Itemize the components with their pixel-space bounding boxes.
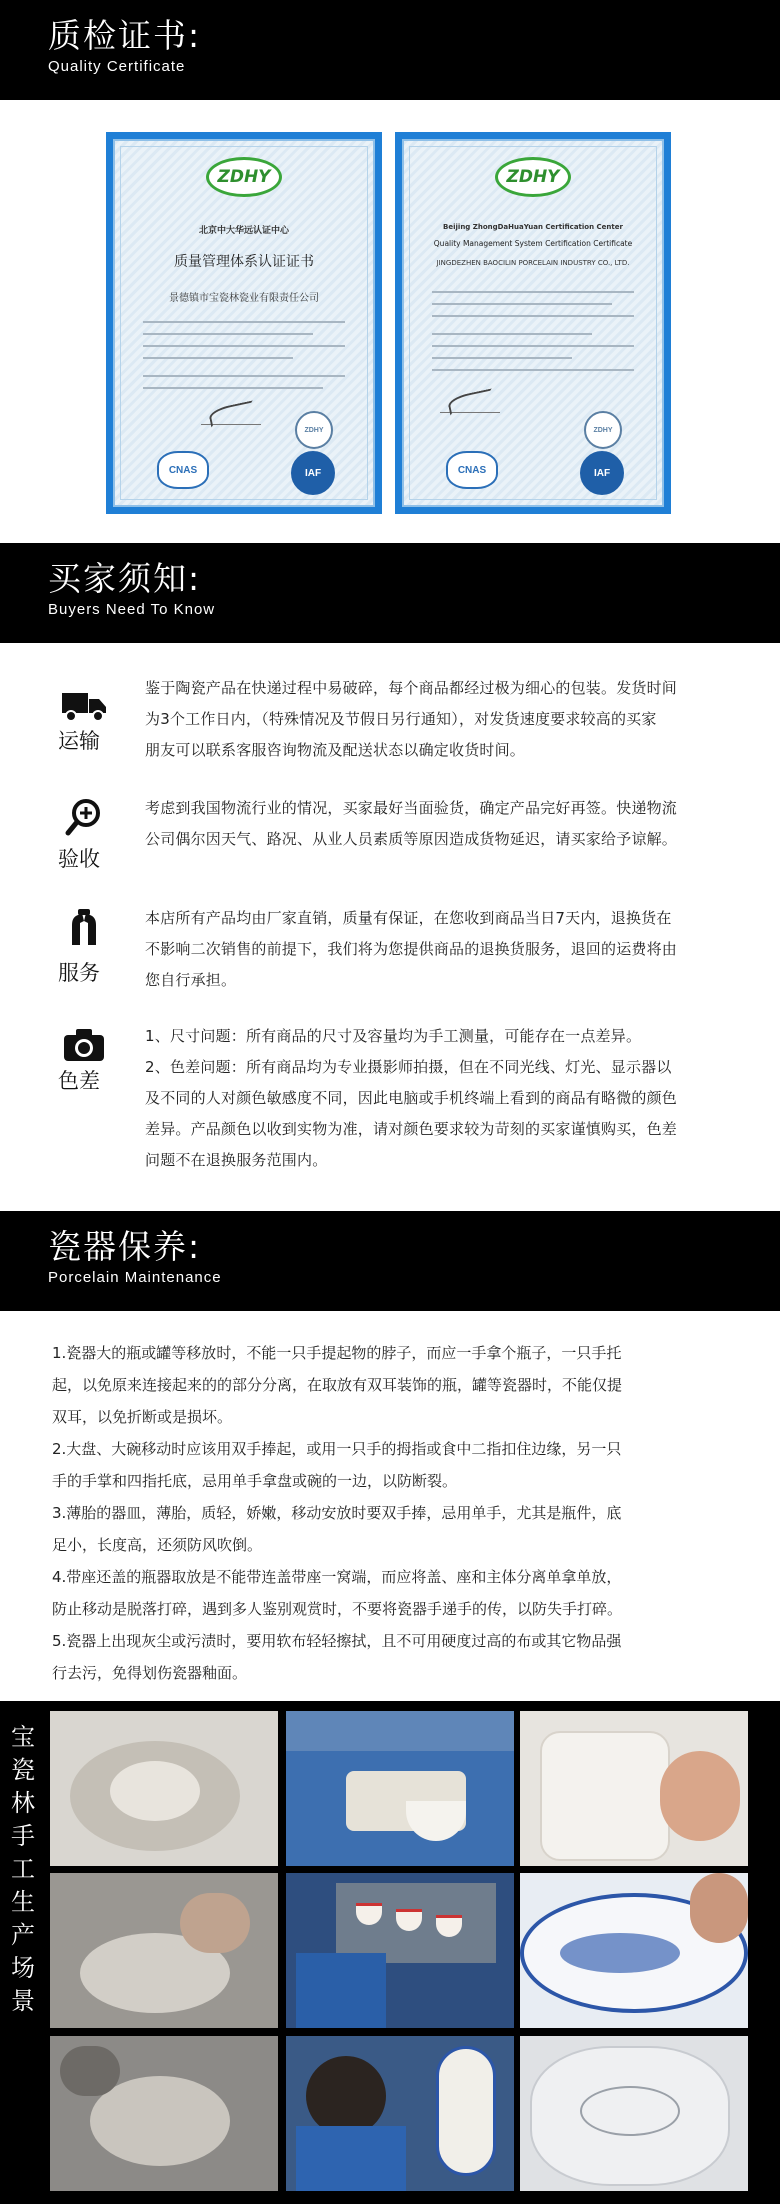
cert-issuer: 北京中大华远认证中心 xyxy=(198,226,289,236)
info-label: 色差 xyxy=(58,1069,100,1093)
buyers-header xyxy=(0,543,780,643)
maintenance-line: 4.带座还盖的瓶器取放是不能带连盖带座一窝端，而应将盖、座和主体分离单拿单放， xyxy=(52,1568,622,1586)
signature xyxy=(440,391,500,413)
section-title-en: Quality Certificate xyxy=(48,58,186,75)
quality-certificate-header xyxy=(0,0,780,100)
section-title-zh: 质检证书: xyxy=(48,16,202,55)
photo-trimming-bowl xyxy=(50,1873,278,2028)
photo-carving-vase xyxy=(520,1711,748,1866)
section-title-zh: 瓷器保养: xyxy=(48,1227,202,1266)
photo-glazing-cup xyxy=(286,1711,514,1866)
truck-icon xyxy=(60,685,108,725)
photo-carving-dragon xyxy=(520,2036,748,2191)
iaf-seal: IAF xyxy=(580,451,624,495)
production-title: 宝 瓷 林 手 工 生 产 场 景 xyxy=(11,1723,35,2015)
camera-icon xyxy=(60,1025,108,1065)
cert-title: 质量管理体系认证证书 xyxy=(174,254,314,270)
maintenance-line: 2.大盘、大碗移动时应该用双手捧起，或用一只手的拇指或食中二指扣住边缘，另一只 xyxy=(52,1440,622,1458)
cert-text-line xyxy=(143,387,323,389)
accreditation-seal: ZDHY xyxy=(295,411,333,449)
maintenance-header xyxy=(0,1211,780,1311)
info-label: 运输 xyxy=(58,729,100,753)
maintenance-line: 1.瓷器大的瓶或罐等移放时，不能一只手提起物的脖子，而应一手拿个瓶子，一只手托 xyxy=(52,1344,622,1362)
maintenance-list xyxy=(52,1337,732,1689)
maintenance-line: 防止移动是脱落打碎，遇到多人鉴别观赏时，不要将瓷器手递手的传，以防失手打碎。 xyxy=(52,1600,623,1618)
info-text: 鉴于陶瓷产品在快递过程中易破碎，每个商品都经过极为细心的包装。发货时间 为3个工作日内，（特殊情况及节假日另行通知），对发货速度要求较高的买家 朋友可以联系客服咨询物流及配送状态以确定收货时间。 xyxy=(145,679,678,759)
production-scenes xyxy=(0,1701,780,2204)
maintenance-line: 5.瓷器上出现灰尘或污渍时，要用软布轻轻擦拭，且不可用硬度过高的布或其它物品强 xyxy=(52,1632,622,1650)
section-title-en: Buyers Need To Know xyxy=(48,601,216,618)
accreditation-seal: ZDHY xyxy=(584,411,622,449)
maintenance-line: 手的手掌和四指托底，忌用单手拿盘或碗的一边，以防断裂。 xyxy=(52,1472,458,1490)
info-label: 服务 xyxy=(58,961,100,985)
certificate-english[interactable] xyxy=(395,132,671,514)
cert-text-line xyxy=(143,375,345,377)
certificate-chinese[interactable] xyxy=(106,132,382,514)
cert-company: JINGDEZHEN BAOCILIN PORCELAIN INDUSTRY CO., LTD. xyxy=(436,259,630,267)
maintenance-line: 行去污，免得划伤瓷器釉面。 xyxy=(52,1664,248,1682)
cert-text-line xyxy=(432,345,634,347)
certificate-area xyxy=(0,100,780,543)
cert-text-line xyxy=(432,357,572,359)
signature xyxy=(201,403,261,425)
photo-throwing-clay xyxy=(50,1711,278,1866)
info-text: 本店所有产品均由厂家直销，质量有保证，在您收到商品当日7天内，退换货在 不影响二次销售的前提下，我们将为您提供商品的退换货服务，退回的运费将由 您自行承担。 xyxy=(145,909,678,989)
cnas-seal: CNAS xyxy=(157,451,209,489)
buyers-info xyxy=(0,643,780,1211)
cert-text-line xyxy=(432,369,634,371)
maintenance-content xyxy=(0,1311,780,1701)
maintenance-line: 足小，长度高，还须防风吹倒。 xyxy=(52,1536,263,1554)
cnas-seal: CNAS xyxy=(446,451,498,489)
zdhy-logo: ZDHY xyxy=(495,157,571,197)
hands-icon xyxy=(60,907,108,947)
zdhy-logo: ZDHY xyxy=(206,157,282,197)
cert-text-line xyxy=(143,345,345,347)
info-label: 验收 xyxy=(58,847,100,871)
cert-text-line xyxy=(432,315,634,317)
magnifier-plus-icon xyxy=(60,797,108,837)
section-title-zh: 买家须知: xyxy=(48,559,202,598)
section-title-en: Porcelain Maintenance xyxy=(48,1269,222,1286)
info-text: 考虑到我国物流行业的情况，买家最好当面验货，确定产品完好再签。快递物流 公司偶尔因天气、路况、从业人员素质等原因造成货物延迟，请买家给予谅解。 xyxy=(145,799,678,848)
photo-blue-white-painting xyxy=(520,1873,748,2028)
iaf-seal: IAF xyxy=(291,451,335,495)
cert-text-line xyxy=(432,303,612,305)
maintenance-line: 起，以免原来连接起来的的部分分离，在取放有双耳装饰的瓶，罐等瓷器时，不能仅提 xyxy=(52,1376,623,1394)
cert-text-line xyxy=(143,357,293,359)
photo-shaping-bowl xyxy=(50,2036,278,2191)
cert-text-line xyxy=(432,291,634,293)
photo-worker-painting-vase xyxy=(286,2036,514,2191)
cert-text-line xyxy=(143,321,345,323)
cert-issuer: Beijing ZhongDaHuaYuan Certification Center xyxy=(443,223,623,231)
photo-painting-cups xyxy=(286,1873,514,2028)
cert-title: Quality Management System Certification Certificate xyxy=(433,239,633,248)
maintenance-line: 双耳，以免折断或是损坏。 xyxy=(52,1408,233,1426)
maintenance-line: 3.薄胎的器皿，薄胎，质轻，娇嫩，移动安放时要双手捧，忌用单手，尤其是瓶件，底 xyxy=(52,1504,622,1522)
cert-text-line xyxy=(432,333,592,335)
cert-company: 景德镇市宝瓷林瓷业有限责任公司 xyxy=(169,293,319,304)
info-text: 1、尺寸问题：所有商品的尺寸及容量均为手工测量，可能存在一点差异。 2、色差问题：所有商品均为专业摄影师拍摄，但在不同光线、灯光、显示器以 及不同的人对颜色敏感度不同，因此电脑或手机终端上看到的商品有略微的颜色 差异。产品颜色以收到实物为准，请对颜色要求较为苛刻的买家谨慎购买，色差 问题不在退换服务范围内。 xyxy=(145,1027,678,1169)
cert-text-line xyxy=(143,333,313,335)
